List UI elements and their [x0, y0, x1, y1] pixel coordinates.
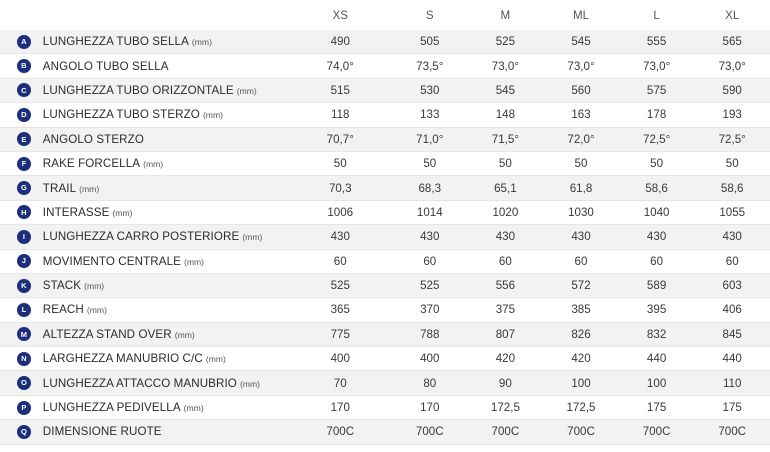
row-badge-cell [5, 108, 43, 122]
row-value-xs: 60 [333, 254, 347, 268]
row-label-cell [43, 230, 289, 243]
row-label: DIMENSIONE RUOTE [42, 425, 162, 439]
row-value-xs: 490 [330, 35, 350, 49]
row-badge-cell [5, 230, 43, 244]
row-label: LUNGHEZZA PEDIVELLA [42, 401, 181, 415]
row-value-xs: 70 [333, 376, 347, 390]
header-size-m: M [500, 8, 511, 22]
row-value-s: 170 [420, 401, 440, 415]
row-value-ml: 60 [574, 254, 588, 268]
row-badge-cell [5, 157, 43, 171]
row-value-xl: 565 [722, 35, 742, 49]
row-label: ALTEZZA STAND OVER [42, 327, 172, 341]
row-value-xl: 175 [722, 401, 742, 415]
row-value-ml: 1030 [568, 205, 594, 219]
table-row [0, 54, 770, 78]
row-value-m: 430 [495, 230, 516, 244]
row-value-xl: 60 [725, 254, 739, 268]
row-value-l: 555 [646, 35, 667, 49]
row-value-xs: 515 [330, 83, 350, 97]
row-value-xl: 603 [722, 279, 742, 293]
row-value-s: 400 [420, 352, 440, 366]
row-value-ml: 72,0° [567, 132, 595, 146]
row-value-xl: 845 [722, 327, 742, 341]
row-letter-badge: D [17, 108, 31, 122]
row-value-l: 575 [646, 83, 667, 97]
row-value-l: 60 [650, 254, 664, 268]
row-label-cell [43, 108, 289, 121]
row-unit: (mm) [79, 183, 100, 194]
row-badge-cell [5, 376, 43, 390]
row-letter-badge: J [17, 254, 31, 268]
row-value-xs: 775 [330, 327, 350, 341]
table-row [0, 176, 770, 200]
row-value-ml: 545 [571, 35, 591, 49]
row-value-l: 58,6 [645, 181, 668, 195]
table-header-row [0, 0, 770, 30]
row-value-xl: 430 [722, 230, 742, 244]
row-value-m: 375 [495, 303, 516, 317]
row-value-xl: 590 [722, 83, 742, 97]
table-row [0, 347, 770, 371]
row-label: ANGOLO TUBO SELLA [42, 59, 169, 73]
table-row [0, 323, 770, 347]
row-value-l: 175 [646, 401, 667, 415]
row-label: MOVIMENTO CENTRALE [42, 254, 181, 268]
row-value-xl: 110 [722, 376, 742, 390]
row-label-cell [43, 182, 289, 195]
row-value-xl: 193 [722, 108, 742, 122]
row-unit: (mm) [174, 329, 195, 340]
row-value-m: 90 [498, 376, 512, 390]
row-value-ml: 385 [571, 303, 591, 317]
row-label-cell [43, 279, 289, 292]
row-value-xs: 430 [330, 230, 350, 244]
row-value-s: 80 [423, 376, 437, 390]
row-value-ml: 163 [571, 108, 591, 122]
row-unit: (mm) [84, 281, 105, 292]
row-value-xs: 700C [326, 425, 355, 439]
row-label-cell [43, 60, 289, 73]
row-value-l: 832 [646, 327, 667, 341]
row-label-cell [43, 377, 289, 390]
row-value-l: 178 [646, 108, 667, 122]
row-value-m: 556 [495, 279, 516, 293]
row-badge-cell [5, 132, 43, 146]
row-letter-badge: G [17, 181, 31, 195]
row-value-s: 73,5° [416, 59, 444, 73]
row-value-l: 440 [646, 352, 667, 366]
row-unit: (mm) [183, 403, 204, 414]
row-label-cell [43, 352, 289, 365]
row-label-cell [43, 206, 289, 219]
row-label-cell [43, 35, 289, 48]
table-row [0, 274, 770, 298]
row-letter-badge: H [17, 205, 31, 219]
row-unit: (mm) [183, 256, 204, 267]
row-value-s: 60 [423, 254, 437, 268]
row-value-m: 71,5° [491, 132, 519, 146]
row-letter-badge: L [17, 303, 31, 317]
row-letter-badge: E [17, 132, 31, 146]
row-badge-cell [5, 352, 43, 366]
table-body [0, 30, 770, 445]
row-value-xl: 50 [725, 157, 739, 171]
row-badge-cell [5, 59, 43, 73]
table-row [0, 225, 770, 249]
row-value-xs: 365 [330, 303, 350, 317]
row-value-l: 72,5° [643, 132, 671, 146]
row-label: LUNGHEZZA ATTACCO MANUBRIO [42, 376, 237, 390]
row-letter-badge: O [17, 376, 31, 390]
row-value-m: 50 [498, 157, 512, 171]
row-badge-cell [5, 254, 43, 268]
row-value-ml: 73,0° [567, 59, 595, 73]
row-value-l: 430 [646, 230, 667, 244]
row-value-xs: 50 [333, 157, 347, 171]
row-value-xs: 118 [331, 108, 350, 122]
row-value-s: 370 [420, 303, 440, 317]
row-value-ml: 572 [571, 279, 591, 293]
row-value-xs: 400 [330, 352, 350, 366]
table-row [0, 152, 770, 176]
row-unit: (mm) [191, 37, 212, 48]
table-row [0, 298, 770, 322]
row-value-ml: 100 [571, 376, 591, 390]
row-value-s: 1014 [416, 205, 443, 219]
row-badge-cell [5, 303, 43, 317]
row-value-ml: 560 [571, 83, 591, 97]
row-letter-badge: N [17, 352, 31, 366]
row-value-ml: 420 [571, 352, 591, 366]
row-value-m: 700C [491, 425, 520, 439]
row-value-s: 430 [420, 230, 440, 244]
table-row [0, 128, 770, 152]
row-letter-badge: Q [17, 425, 31, 439]
row-value-xs: 1006 [327, 205, 354, 219]
row-label: INTERASSE [42, 205, 110, 219]
row-value-xl: 700C [718, 425, 747, 439]
row-value-xs: 74,0° [326, 59, 354, 73]
row-unit: (mm) [239, 378, 260, 389]
row-label: LARGHEZZA MANUBRIO C/C [42, 352, 203, 366]
row-value-ml: 700C [567, 425, 595, 439]
row-value-s: 71,0° [416, 132, 444, 146]
row-value-ml: 172,5 [566, 401, 596, 415]
row-unit: (mm) [112, 207, 133, 218]
header-size-l: L [653, 8, 660, 22]
row-value-xs: 70,7° [326, 132, 354, 146]
table-row [0, 250, 770, 274]
row-label: STACK [42, 279, 82, 293]
row-value-m: 420 [495, 352, 516, 366]
row-badge-cell [5, 205, 43, 219]
row-value-s: 68,3 [418, 181, 442, 195]
row-value-m: 172,5 [490, 401, 520, 415]
table-row [0, 396, 770, 420]
row-value-l: 73,0° [643, 59, 671, 73]
row-label-cell [43, 425, 289, 438]
row-value-s: 525 [420, 279, 440, 293]
row-letter-badge: A [17, 35, 31, 49]
row-badge-cell [5, 327, 43, 341]
row-value-m: 60 [498, 254, 512, 268]
row-value-s: 50 [423, 157, 437, 171]
row-badge-cell [5, 401, 43, 415]
row-unit: (mm) [202, 110, 223, 121]
row-value-l: 1040 [643, 205, 670, 219]
row-badge-cell [5, 35, 43, 49]
row-value-m: 807 [495, 327, 516, 341]
row-label: LUNGHEZZA CARRO POSTERIORE [42, 230, 240, 244]
header-size-xl: XL [725, 8, 740, 22]
row-label-cell [43, 157, 289, 170]
row-value-xs: 70,3 [328, 181, 352, 195]
row-unit: (mm) [236, 85, 257, 96]
row-value-l: 50 [650, 157, 664, 171]
row-unit: (mm) [143, 159, 164, 170]
row-value-m: 525 [495, 35, 516, 49]
row-label-cell [43, 133, 289, 146]
row-value-xl: 406 [722, 303, 742, 317]
row-label: TRAIL [42, 181, 77, 195]
row-letter-badge: I [17, 230, 31, 244]
row-value-s: 530 [420, 83, 440, 97]
row-label-cell [43, 255, 289, 268]
row-label: LUNGHEZZA TUBO SELLA [42, 35, 189, 49]
table-row [0, 103, 770, 127]
row-value-xl: 1055 [719, 205, 746, 219]
row-value-xs: 170 [330, 401, 350, 415]
row-badge-cell [5, 279, 43, 293]
row-label: LUNGHEZZA TUBO ORIZZONTALE [42, 83, 234, 97]
header-size-s: S [425, 8, 434, 22]
row-letter-badge: F [17, 157, 31, 171]
row-letter-badge: C [17, 83, 31, 97]
header-size-ml: ML [572, 8, 590, 22]
row-value-ml: 430 [571, 230, 591, 244]
row-label: ANGOLO STERZO [42, 132, 144, 146]
row-letter-badge: K [17, 279, 31, 293]
row-value-l: 589 [646, 279, 667, 293]
row-label-cell [43, 84, 289, 97]
row-badge-cell [5, 181, 43, 195]
row-value-s: 505 [420, 35, 440, 49]
row-label-cell [43, 401, 289, 414]
row-value-s: 700C [415, 425, 444, 439]
row-label-cell [43, 328, 289, 341]
row-value-m: 545 [495, 83, 516, 97]
row-label: LUNGHEZZA TUBO STERZO [42, 108, 200, 122]
row-label-cell [43, 303, 289, 316]
row-unit: (mm) [242, 232, 263, 243]
table-row [0, 30, 770, 54]
row-value-xl: 73,0° [718, 59, 746, 73]
row-value-xl: 72,5° [718, 132, 746, 146]
row-value-s: 133 [420, 108, 440, 122]
row-label: REACH [42, 303, 84, 317]
table-row [0, 79, 770, 103]
row-value-xl: 440 [722, 352, 742, 366]
row-value-xs: 525 [330, 279, 350, 293]
row-value-m: 1020 [492, 205, 519, 219]
header-size-xs: XS [332, 8, 348, 22]
row-value-m: 65,1 [494, 181, 517, 195]
row-value-xl: 58,6 [720, 181, 744, 195]
row-value-l: 100 [646, 376, 667, 390]
row-letter-badge: P [17, 401, 31, 415]
row-value-ml: 50 [574, 157, 588, 171]
row-letter-badge: B [17, 59, 31, 73]
table-row [0, 371, 770, 395]
row-value-m: 73,0° [491, 59, 519, 73]
row-value-l: 700C [642, 425, 671, 439]
row-letter-badge: M [17, 327, 31, 341]
row-value-m: 148 [495, 108, 516, 122]
row-unit: (mm) [205, 354, 226, 365]
row-badge-cell [5, 425, 43, 439]
row-label: RAKE FORCELLA [42, 157, 141, 171]
row-value-l: 395 [646, 303, 667, 317]
row-value-ml: 61,8 [569, 181, 593, 195]
row-value-s: 788 [420, 327, 440, 341]
row-value-ml: 826 [571, 327, 591, 341]
row-unit: (mm) [86, 305, 107, 316]
table-row [0, 420, 770, 444]
row-badge-cell [5, 83, 43, 97]
table-row [0, 201, 770, 225]
